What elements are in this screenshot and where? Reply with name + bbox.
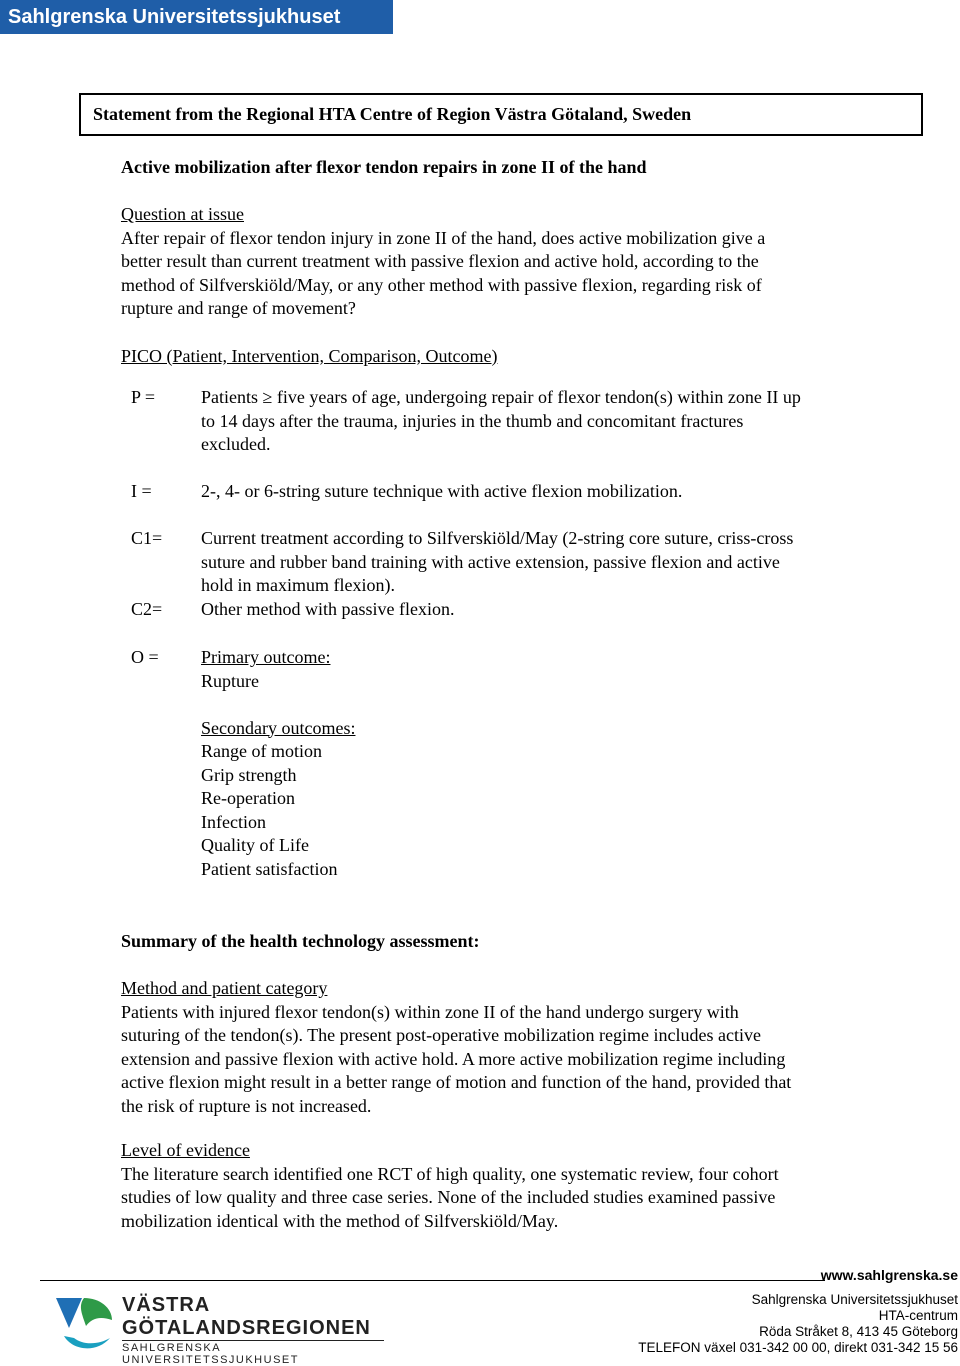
statement-box: Statement from the Regional HTA Centre of Region Västra Götaland, Sweden — [79, 93, 923, 136]
pico-heading: PICO (Patient, Intervention, Comparison, Outcome) — [121, 346, 498, 366]
secondary-outcome-item: Range of motion — [201, 741, 322, 761]
vgregion-logo — [52, 1292, 392, 1366]
footer-info-line: Sahlgrenska Universitetssjukhuset — [751, 1292, 958, 1307]
logo-divider — [122, 1340, 384, 1341]
pico-c2-value: Other method with passive flexion. — [201, 599, 455, 619]
evidence-line: studies of low quality and three case series. None of the included studies examined passive — [121, 1187, 776, 1207]
question-line: rupture and range of movement? — [121, 298, 356, 318]
question-line: better result than current treatment with passive flexion and active hold, according to the — [121, 251, 759, 271]
evidence-line: The literature search identified one RCT of high quality, one systematic review, four cohort — [121, 1163, 779, 1184]
pico-p-key: P = — [131, 387, 155, 407]
question-section — [121, 203, 901, 321]
pico-c1-line: hold in maximum flexion). — [201, 575, 395, 595]
evidence-line: mobilization identical with the method of Silfverskiöld/May. — [121, 1210, 559, 1231]
pico-o-value — [201, 646, 901, 881]
pico-o-key: O = — [131, 647, 159, 667]
pico-p-line: excluded. — [201, 434, 271, 454]
logo-text-line3: SAHLGRENSKA UNIVERSITETSSJUKHUSET — [122, 1342, 299, 1366]
method-line: the risk of rupture is not increased. — [121, 1095, 372, 1116]
question-heading: Question at issue — [121, 204, 244, 224]
method-line: Patients with injured flexor tendon(s) within zone II of the hand undergo surgery with — [121, 1001, 739, 1022]
secondary-outcome-item: Infection — [201, 811, 266, 832]
evidence-section — [121, 1139, 901, 1233]
header-banner: Sahlgrenska Universitetssjukhuset — [0, 0, 393, 34]
pico-c2-key: C2= — [131, 599, 163, 619]
secondary-outcome-item: Patient satisfaction — [201, 858, 338, 879]
pico-c1-value — [201, 527, 901, 598]
method-heading: Method and patient category — [121, 978, 328, 998]
secondary-outcome-heading: Secondary outcomes: — [201, 717, 356, 738]
pico-c1-key: C1= — [131, 528, 163, 548]
pico-c1-line: Current treatment according to Silfverskiöld/May (2-string core suture, criss-cross — [201, 528, 794, 548]
question-line: method of Silfverskiöld/May, or any other method with passive flexion, regarding risk of — [121, 274, 762, 295]
pico-p-value — [201, 386, 901, 457]
footer-contact — [638, 1292, 958, 1356]
pico-p-line: Patients ≥ five years of age, undergoing repair of flexor tendon(s) within zone II up — [201, 387, 801, 407]
document-title: Active mobilization after flexor tendon repairs in zone II of the hand — [121, 157, 647, 177]
primary-outcome-heading: Primary outcome: — [201, 647, 331, 667]
method-line: extension and passive flexion with active hold. A more active mobilization regime including — [121, 1048, 786, 1069]
secondary-outcome-item: Quality of Life — [201, 835, 309, 855]
secondary-outcome-item: Grip strength — [201, 764, 297, 785]
pico-c1-line: suture and rubber band training with active extension, passive flexion and active — [201, 551, 780, 572]
method-section — [121, 977, 901, 1118]
vgregion-emblem-icon — [52, 1292, 116, 1356]
method-line: suturing of the tendon(s). The present post-operative mobilization regime includes active — [121, 1025, 761, 1045]
footer-info-line: TELEFON växel 031-342 00 00, direkt 031-342 15 56 — [638, 1340, 958, 1355]
primary-outcome-item: Rupture — [201, 670, 259, 691]
footer-url[interactable]: www.sahlgrenska.se — [820, 1267, 958, 1283]
method-line: active flexion might result in a better range of motion and function of the hand, provided that — [121, 1072, 792, 1092]
summary-heading: Summary of the health technology assessment: — [121, 931, 480, 951]
pico-i-key: I = — [131, 481, 152, 501]
pico-i-value: 2-, 4- or 6-string suture technique with active flexion mobilization. — [201, 481, 683, 501]
footer-info-line: HTA-centrum — [878, 1308, 958, 1323]
logo-text-line2: GÖTALANDSREGIONEN — [122, 1317, 371, 1339]
secondary-outcome-item: Re-operation — [201, 788, 295, 808]
evidence-heading: Level of evidence — [121, 1140, 250, 1160]
question-line: After repair of flexor tendon injury in zone II of the hand, does active mobilization give a — [121, 227, 766, 248]
footer-info-line: Röda Stråket 8, 413 45 Göteborg — [759, 1324, 958, 1339]
pico-p-line: to 14 days after the trauma, injuries in the thumb and concomitant fractures — [201, 410, 744, 431]
logo-text-line1: VÄSTRA — [122, 1294, 211, 1316]
footer-rule — [40, 1280, 825, 1281]
